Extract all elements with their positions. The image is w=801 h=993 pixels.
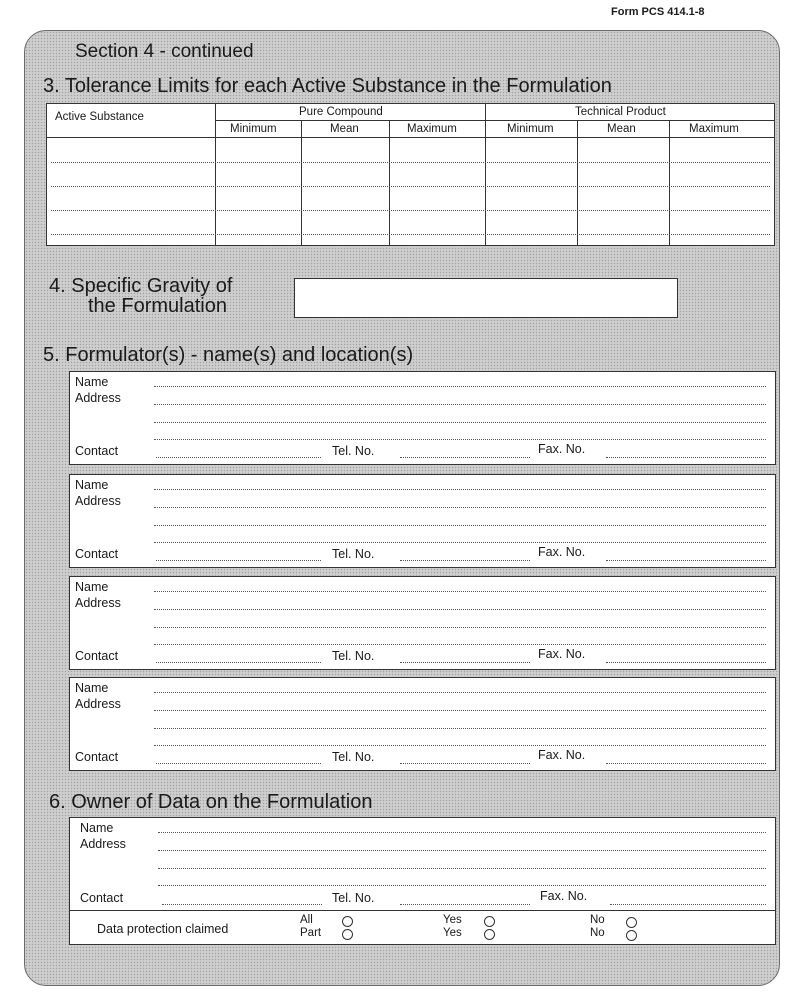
formulator-3-contact-label: Contact xyxy=(75,649,119,663)
formulator-1-name-line[interactable] xyxy=(154,386,766,387)
header-pure-min: Minimum xyxy=(230,123,277,135)
owner-name-line[interactable] xyxy=(158,832,766,833)
option-all-no-label: No xyxy=(590,914,605,926)
owner-tel-line[interactable] xyxy=(400,904,530,905)
header-tech-mean: Mean xyxy=(607,123,636,135)
formulator-3-tel-line[interactable] xyxy=(400,662,530,663)
section6-title: 6. Owner of Data on the Formulation xyxy=(49,791,373,813)
formulator-block-2 xyxy=(69,474,776,568)
formulator-3-address-line[interactable] xyxy=(154,609,766,610)
formulator-4-address-line[interactable] xyxy=(154,710,766,711)
owner-fax-line[interactable] xyxy=(610,904,766,905)
owner-name-label: Name xyxy=(80,821,114,835)
radio-part-yes[interactable] xyxy=(484,929,495,940)
header-active-substance: Active Substance xyxy=(55,111,144,123)
owner-tel-label: Tel. No. xyxy=(332,891,375,905)
formulator-3-address-line-2[interactable] xyxy=(154,627,766,628)
section-heading: Section 4 - continued xyxy=(75,41,254,62)
formulator-2-tel-line[interactable] xyxy=(400,560,530,561)
formulator-3-fax-label: Fax. No. xyxy=(538,647,586,661)
section4-title-line2: the Formulation xyxy=(88,295,227,317)
formulator-2-address-line-3[interactable] xyxy=(154,542,766,543)
owner-address-line-3[interactable] xyxy=(158,885,766,886)
formulator-4-contact-label: Contact xyxy=(75,750,119,764)
owner-contact-line[interactable] xyxy=(162,904,322,905)
formulator-1-contact-line[interactable] xyxy=(156,457,321,458)
formulator-4-fax-label: Fax. No. xyxy=(538,748,586,762)
header-technical-product: Technical Product xyxy=(575,106,666,118)
specific-gravity-field[interactable] xyxy=(294,278,678,318)
formulator-3-tel-label: Tel. No. xyxy=(332,649,375,663)
header-tech-max: Maximum xyxy=(689,123,739,135)
formulator-2-address-line[interactable] xyxy=(154,507,766,508)
owner-fax-label: Fax. No. xyxy=(540,889,588,903)
formulator-2-contact-label: Contact xyxy=(75,547,119,561)
radio-all-yes[interactable] xyxy=(484,916,495,927)
formulator-3-contact-line[interactable] xyxy=(156,662,321,663)
formulator-3-name-label: Name xyxy=(75,580,109,594)
radio-part-no[interactable] xyxy=(626,930,637,941)
formulator-2-name-label: Name xyxy=(75,478,109,492)
formulator-1-name-label: Name xyxy=(75,375,109,389)
form-number: Form PCS 414.1-8 xyxy=(611,6,705,18)
tolerance-table xyxy=(46,103,775,246)
owner-address-label: Address xyxy=(80,837,126,851)
formulator-2-address-label: Address xyxy=(75,494,121,508)
formulator-2-contact-line[interactable] xyxy=(156,560,321,561)
formulator-2-address-line-2[interactable] xyxy=(154,525,766,526)
formulator-block-4 xyxy=(69,677,776,771)
formulator-1-address-line-3[interactable] xyxy=(154,439,766,440)
formulator-1-fax-line[interactable] xyxy=(606,457,766,458)
radio-all-no[interactable] xyxy=(626,917,637,928)
header-tech-min: Minimum xyxy=(507,123,554,135)
section3-title: 3. Tolerance Limits for each Active Substance in the Formulation xyxy=(43,75,612,97)
option-part-label: Part xyxy=(300,927,322,939)
header-pure-compound: Pure Compound xyxy=(299,106,383,118)
formulator-2-fax-line[interactable] xyxy=(606,560,766,561)
formulator-4-contact-line[interactable] xyxy=(156,763,321,764)
tolerance-value-cells[interactable] xyxy=(216,138,774,245)
header-pure-max: Maximum xyxy=(407,123,457,135)
formulator-4-tel-label: Tel. No. xyxy=(332,750,375,764)
formulator-block-3 xyxy=(69,576,776,670)
radio-part[interactable] xyxy=(342,929,353,940)
formulator-3-address-label: Address xyxy=(75,596,121,610)
formulator-4-address-label: Address xyxy=(75,697,121,711)
formulator-3-name-line[interactable] xyxy=(154,591,766,592)
owner-address-line[interactable] xyxy=(158,850,766,851)
formulator-block-1 xyxy=(69,371,776,465)
radio-all[interactable] xyxy=(342,916,353,927)
owner-block xyxy=(69,817,776,945)
option-all-yes-label: Yes xyxy=(443,914,462,926)
option-part-yes-label: Yes xyxy=(443,927,462,939)
owner-address-line-2[interactable] xyxy=(158,868,766,869)
option-part-no-label: No xyxy=(590,927,605,939)
owner-contact-label: Contact xyxy=(80,891,124,905)
formulator-4-address-line-2[interactable] xyxy=(154,728,766,729)
formulator-1-tel-label: Tel. No. xyxy=(332,444,375,458)
formulator-2-tel-label: Tel. No. xyxy=(332,547,375,561)
formulator-3-fax-line[interactable] xyxy=(606,662,766,663)
formulator-4-fax-line[interactable] xyxy=(606,763,766,764)
formulator-2-fax-label: Fax. No. xyxy=(538,545,586,559)
form-panel xyxy=(24,30,780,986)
formulator-4-name-label: Name xyxy=(75,681,109,695)
formulator-4-name-line[interactable] xyxy=(154,692,766,693)
formulator-1-address-line[interactable] xyxy=(154,404,766,405)
section4-title-line1: 4. Specific Gravity of xyxy=(49,275,233,297)
formulator-1-address-label: Address xyxy=(75,391,121,405)
formulator-4-address-line-3[interactable] xyxy=(154,745,766,746)
formulator-4-tel-line[interactable] xyxy=(400,763,530,764)
data-protection-label: Data protection claimed xyxy=(97,922,229,936)
header-pure-mean: Mean xyxy=(330,123,359,135)
active-substance-cells[interactable] xyxy=(47,138,215,245)
section5-title: 5. Formulator(s) - name(s) and location(s) xyxy=(43,344,414,366)
formulator-3-address-line-3[interactable] xyxy=(154,644,766,645)
formulator-2-name-line[interactable] xyxy=(154,489,766,490)
option-all-label: All xyxy=(300,914,313,926)
formulator-1-tel-line[interactable] xyxy=(400,457,530,458)
formulator-1-contact-label: Contact xyxy=(75,444,119,458)
formulator-1-fax-label: Fax. No. xyxy=(538,442,586,456)
formulator-1-address-line-2[interactable] xyxy=(154,422,766,423)
